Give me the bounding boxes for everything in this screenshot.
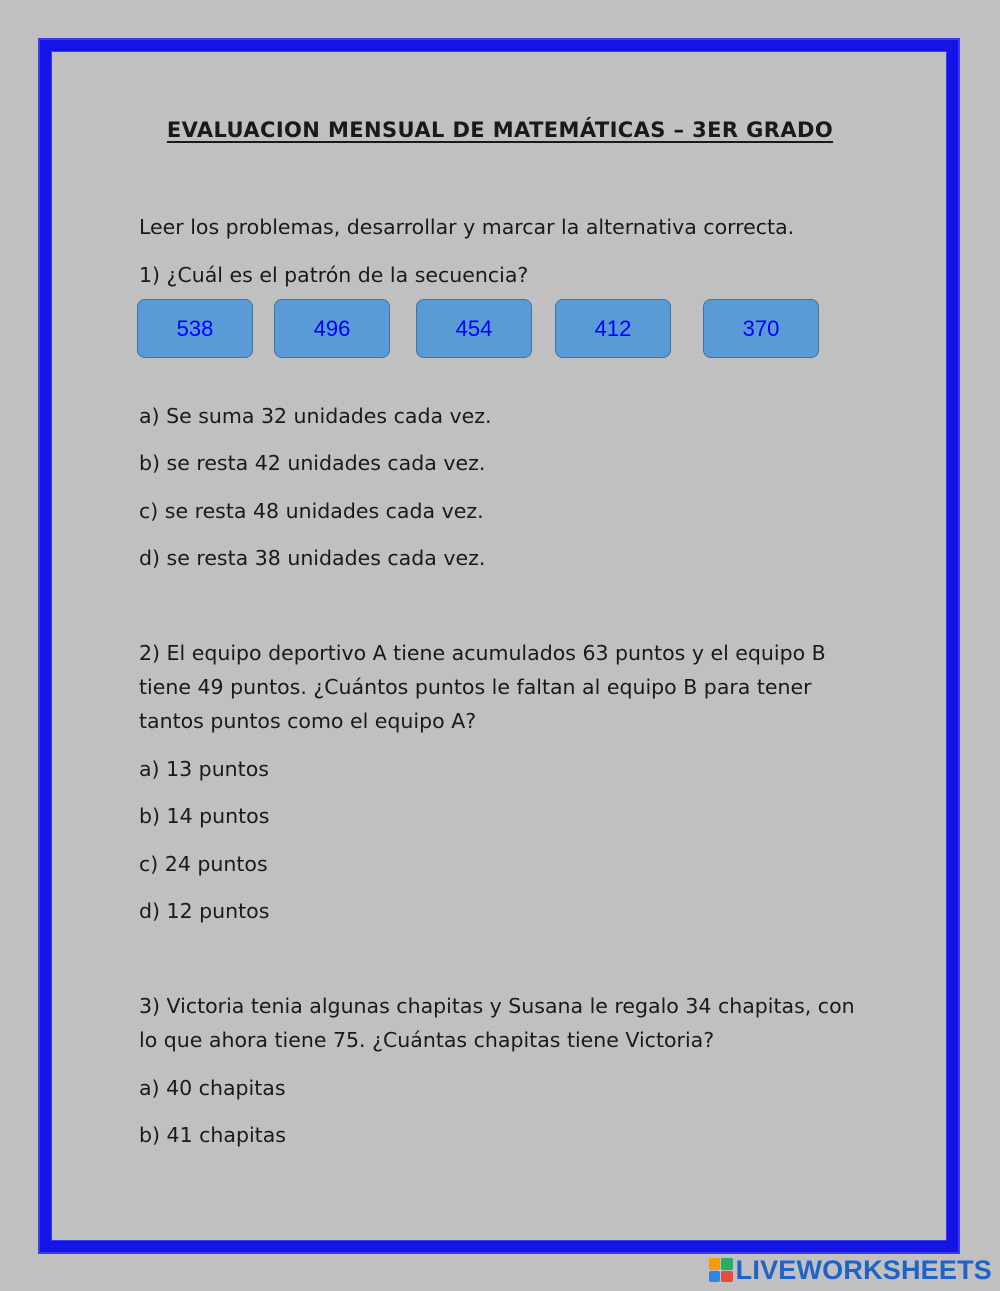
question-2-option-c[interactable]: c) 24 puntos (139, 852, 268, 876)
question-1-option-c[interactable]: c) se resta 48 unidades cada vez. (139, 499, 484, 523)
liveworksheets-logo-icon (709, 1258, 733, 1282)
question-3-option-b[interactable]: b) 41 chapitas (139, 1123, 286, 1147)
question-1-option-d[interactable]: d) se resta 38 unidades cada vez. (139, 546, 486, 570)
question-3-text: 3) Victoria tenia algunas chapitas y Susana le regalo 34 chapitas, con lo que ahora tiene 75. ¿Cuántas chapitas tiene Victoria? (139, 994, 855, 1052)
question-1-option-b[interactable]: b) se resta 42 unidades cada vez. (139, 451, 486, 475)
brand-name: LIVEWORKSHEETS (735, 1254, 992, 1285)
page-title: EVALUACION MENSUAL DE MATEMÁTICAS – 3ER GRADO (166, 118, 834, 142)
question-1-text: 1) ¿Cuál es el patrón de la secuencia? (139, 263, 529, 287)
question-2-option-b[interactable]: b) 14 puntos (139, 804, 270, 828)
liveworksheets-brand[interactable] (709, 1255, 992, 1285)
instructions: Leer los problemas, desarrollar y marcar la alternativa correcta. (139, 215, 795, 239)
question-2-option-a[interactable]: a) 13 puntos (139, 757, 269, 781)
sequence-box: 454 (416, 299, 532, 358)
question-2-text: 2) El equipo deportivo A tiene acumulados 63 puntos y el equipo B tiene 49 puntos. ¿Cuántos puntos le faltan al equipo B para tener tantos puntos como el equipo A? (139, 641, 826, 733)
question-1-option-a[interactable]: a) Se suma 32 unidades cada vez. (139, 404, 492, 428)
question-2-option-d[interactable]: d) 12 puntos (139, 899, 270, 923)
question-3-option-a[interactable]: a) 40 chapitas (139, 1076, 286, 1100)
sequence-box: 412 (555, 299, 671, 358)
sequence-box: 370 (703, 299, 819, 358)
sequence-box: 538 (137, 299, 253, 358)
sequence-box: 496 (274, 299, 390, 358)
